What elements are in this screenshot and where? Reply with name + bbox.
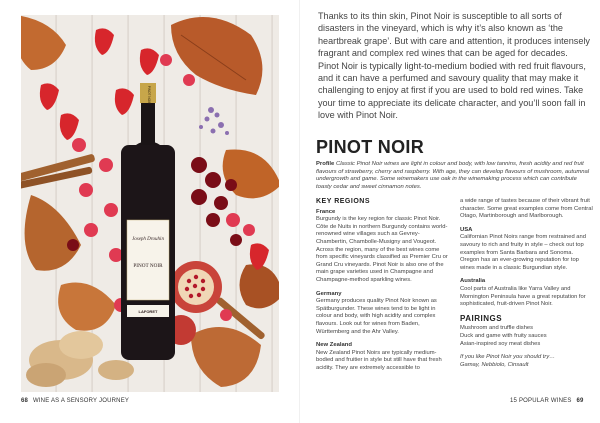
suggestion-wines: Gamay, Nebbiolo, Cinsault (460, 361, 529, 368)
region-heading-france: France (316, 208, 336, 215)
pairing-item: Duck and game with fruity sauces (460, 332, 547, 339)
region-text-france: Burgundy is the key region for classic Pinot Noir. Côte de Nuits in northern Burgundy contains world-renowned wine villages such as Gevrey-Chambertin, Chambolle-Musigny and Vougeot. Across the region, many of the best wines come from specific vineyards classified as Premier Cru or Grand Cru vineyards. Pinot Noir is also one of the main grape varieties used in Champagne and Champagne-method sparkling wines. (316, 216, 448, 283)
purple-flowers (199, 107, 229, 135)
key-regions-heading: KEY REGIONS (316, 198, 370, 205)
autumn-leaf (240, 264, 280, 308)
autumn-leaf (25, 195, 81, 271)
region-text-new-zealand-part2: a wide range of tastes because of their vibrant fruit character. Some great examples come from Central Otago, Martinborough and Marlborough. (460, 198, 593, 220)
bottle-brand-label: LAFORET (138, 309, 158, 314)
intro-paragraph: Thanks to its thin skin, Pinot Noir is susceptible to all sorts of disasters in the vineyard, which is why it’s also known as ‘the heartbreak grape’. But with care and attention, it produces intensely fragrant and complex red wines that can be aged for decades. Pinot Noir is typically light-to-medium bodied with red fruit flavours, and it can have a perfumed and savoury quality that may make it challenging to enjoy at first if you are used to bold red wines. Take your time to appreciate its delicate character, and you’ll soon fall in love with Pinot Noir. (318, 11, 590, 121)
autumn-leaf (58, 283, 116, 331)
pairing-item: Asian-inspired soy meat dishes (460, 340, 541, 347)
right-footer (510, 398, 584, 404)
mushrooms (26, 331, 134, 387)
left-column (316, 198, 449, 378)
region-heading-usa: USA (460, 226, 473, 233)
right-column (460, 198, 593, 369)
wine-title: PINOT NOIR (316, 137, 425, 157)
suggestion-text: If you like Pinot Noir you should try… (460, 354, 556, 361)
bottle-varietal-label: PINOT NOIR (133, 263, 163, 269)
pinot-noir-photo (21, 15, 279, 392)
left-footer (21, 398, 129, 404)
right-running-head: 15 POPULAR WINES (510, 398, 572, 404)
right-page-number: 69 (576, 398, 584, 404)
bottle-neck-label: PINOT NOIR (147, 85, 151, 105)
region-heading-australia: Australia (460, 278, 486, 285)
region-text-usa: Californian Pinot Noirs range from restrained and savoury to rich and fruity in style – check out top examples from Santa Barbara and Sonoma. Oregon has an ever-growing reputation for top wines made in a classic Burgundian style. (460, 234, 586, 271)
region-heading-new-zealand: New Zealand (316, 342, 353, 349)
profile-text: Classic Pinot Noir wines are light in colour and body, with low tannins, fresh acidity and red fruit flavours of strawberry, cherry and raspberry. With age, they can develop flavours of mushroom, autumnal undergrowth and game. Some winemakers use oak in the winemaking process which can contribute toasty cedar and sweet cinnamon notes. (316, 161, 590, 190)
pairing-item: Mushroom and truffle dishes (460, 325, 534, 332)
left-running-head: WINE AS A SENSORY JOURNEY (32, 398, 130, 404)
autumn-leaf (191, 327, 261, 387)
region-text-new-zealand-part1: New Zealand Pinot Noirs are typically medium-bodied and fruitier in style but still have that fresh acidity. They are extremely accessible to (316, 349, 442, 371)
region-text-australia: Cool parts of Australia like Yarra Valley and Mornington Peninsula have a great reputation for sophisticated, fruit-driven Pinot Noir. (460, 285, 586, 308)
bottle-producer-label: Joseph Drouhin (132, 237, 164, 242)
pairings-heading: PAIRINGS (460, 313, 503, 323)
autumn-leaf (21, 15, 66, 70)
region-heading-germany: Germany (316, 290, 342, 297)
region-text-germany: Germany produces quality Pinot Noir known as Spätburgunder. These wines tend to be light in colour and body, with high acidity and complex flavours. Look out for wines from Baden, Württemberg and the Ahr Valley. (316, 298, 437, 335)
wine-bottle (121, 83, 175, 360)
profile-paragraph (316, 161, 590, 191)
left-page-number: 68 (21, 398, 29, 404)
profile-label: Profile (316, 161, 335, 167)
autumn-leaf (223, 149, 279, 198)
